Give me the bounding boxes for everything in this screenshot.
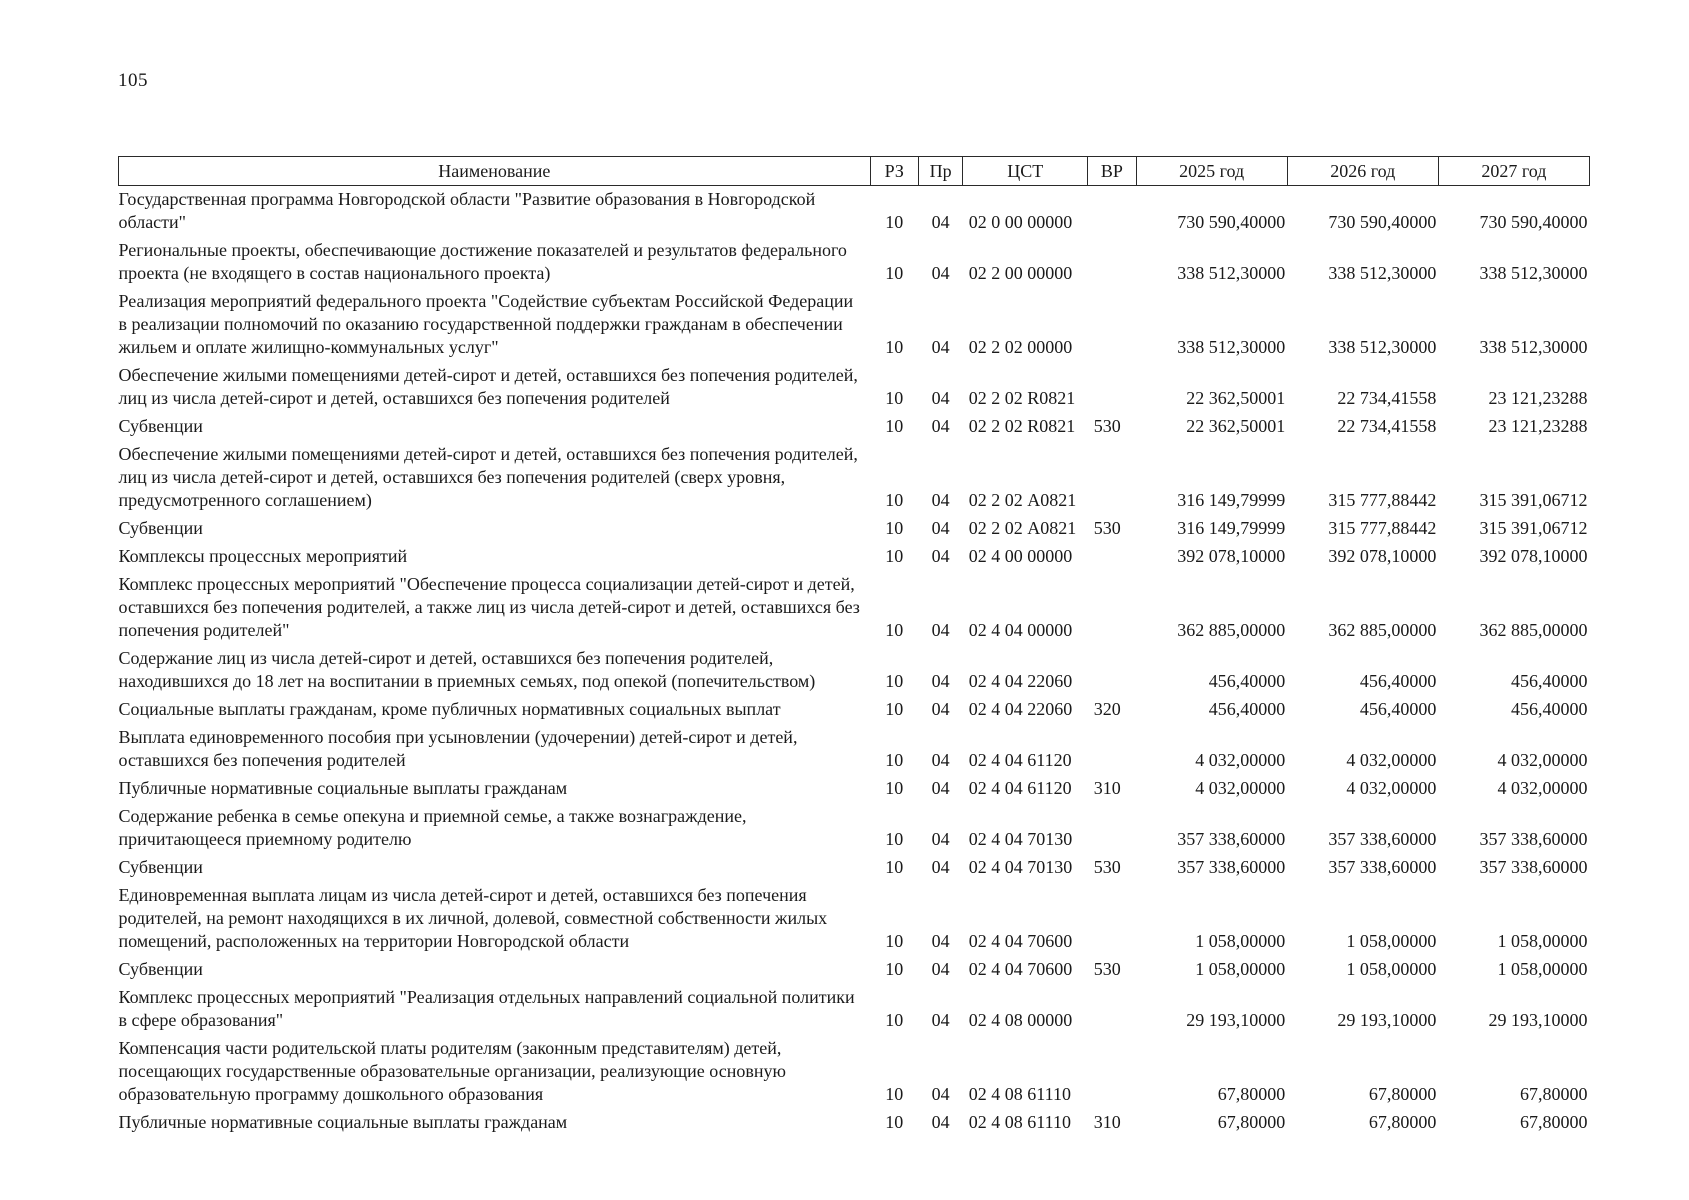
cell-cst: 02 2 02 00000 <box>968 337 1073 357</box>
cell-y2026: 67,80000 <box>1368 1084 1437 1104</box>
cell-vr <box>1088 290 1136 364</box>
cell-rz: 10 <box>885 518 904 538</box>
cell-y2027: 29 193,10000 <box>1488 1010 1588 1030</box>
cell-y2026: 22 734,41558 <box>1337 388 1437 408</box>
cell-y2025: 67,80000 <box>1217 1084 1286 1104</box>
cell-cst: 02 0 00 00000 <box>968 212 1073 232</box>
cell-name: Комплекс процессных мероприятий "Обеспечение процесса социализации детей-сирот и детей, оставшихся без попечения родителей, а также лиц из числа детей-сирот и детей, оставшихся без попечения родителей" <box>118 574 860 640</box>
header-name: Наименование <box>119 157 871 186</box>
table-row <box>119 856 1590 884</box>
cell-name: Обеспечение жилыми помещениями детей-сирот и детей, оставшихся без попечения родителей, лиц из числа детей-сирот и детей, оставшихся без попечения родителей <box>118 365 858 408</box>
cell-rz: 10 <box>885 1010 904 1030</box>
cell-y2027: 23 121,23288 <box>1488 388 1588 408</box>
cell-y2025: 22 362,50001 <box>1186 416 1286 436</box>
cell-vr: 530 <box>1093 857 1121 877</box>
cell-vr <box>1088 986 1136 1037</box>
cell-name: Региональные проекты, обеспечивающие достижение показателей и результатов федерального проекта (не входящего в состав национального проекта) <box>118 240 847 283</box>
table-row <box>119 884 1590 958</box>
cell-vr <box>1088 573 1136 647</box>
cell-pr: 04 <box>931 699 950 719</box>
cell-pr: 04 <box>931 212 950 232</box>
cell-pr: 04 <box>931 337 950 357</box>
cell-y2025: 456,40000 <box>1208 699 1286 719</box>
cell-vr <box>1088 186 1136 240</box>
table-row <box>119 647 1590 698</box>
header-2025: 2025 год <box>1136 157 1287 186</box>
cell-vr <box>1088 884 1136 958</box>
cell-y2026: 4 032,00000 <box>1346 750 1437 770</box>
cell-rz: 10 <box>885 1084 904 1104</box>
cell-y2026: 1 058,00000 <box>1346 931 1437 951</box>
cell-y2027: 67,80000 <box>1520 1112 1588 1132</box>
cell-pr: 04 <box>931 1112 950 1132</box>
cell-vr <box>1088 805 1136 856</box>
header-2027: 2027 год <box>1438 157 1589 186</box>
cell-name: Содержание лиц из числа детей-сирот и детей, оставшихся без попечения родителей, находившихся до 18 лет на воспитании в приемных семьях, под опекой (попечительством) <box>118 648 816 691</box>
cell-rz: 10 <box>885 263 904 283</box>
cell-vr: 530 <box>1093 959 1121 979</box>
cell-rz: 10 <box>885 212 904 232</box>
cell-y2025: 1 058,00000 <box>1195 959 1286 979</box>
cell-cst: 02 4 04 22060 <box>968 671 1073 691</box>
cell-pr: 04 <box>931 931 950 951</box>
cell-cst: 02 2 02 А0821 <box>968 518 1077 538</box>
cell-name: Содержание ребенка в семье опекуна и приемной семье, а также вознаграждение, причитающееся приемному родителю <box>118 806 747 849</box>
cell-cst: 02 4 00 00000 <box>968 546 1073 566</box>
cell-y2025: 316 149,79999 <box>1177 490 1286 510</box>
cell-rz: 10 <box>885 388 904 408</box>
cell-name: Единовременная выплата лицам из числа детей-сирот и детей, оставшихся без попечения родителей, на ремонт находящихся в их личной, долевой, совместной собственности жилых помещений, расположенных на территории Новгородской области <box>118 885 828 951</box>
cell-pr: 04 <box>931 750 950 770</box>
cell-name: Обеспечение жилыми помещениями детей-сирот и детей, оставшихся без попечения родителей, лиц из числа детей-сирот и детей, оставшихся без попечения родителей (сверх уровня, предусмотренного соглашением) <box>118 444 858 510</box>
cell-pr: 04 <box>931 829 950 849</box>
cell-y2026: 730 590,40000 <box>1328 212 1437 232</box>
cell-vr: 530 <box>1093 518 1121 538</box>
cell-y2025: 1 058,00000 <box>1195 931 1286 951</box>
cell-y2027: 730 590,40000 <box>1479 212 1588 232</box>
table-row <box>119 186 1590 240</box>
header-rz: РЗ <box>870 157 918 186</box>
cell-rz: 10 <box>885 490 904 510</box>
cell-y2026: 456,40000 <box>1359 699 1437 719</box>
cell-y2025: 357 338,60000 <box>1177 829 1286 849</box>
cell-y2026: 338 512,30000 <box>1328 337 1437 357</box>
table-row <box>119 777 1590 805</box>
cell-name: Публичные нормативные социальные выплаты гражданам <box>118 1112 568 1132</box>
cell-pr: 04 <box>931 1084 950 1104</box>
cell-rz: 10 <box>885 829 904 849</box>
cell-y2027: 357 338,60000 <box>1479 829 1588 849</box>
cell-y2027: 1 058,00000 <box>1497 959 1588 979</box>
cell-cst: 02 4 04 61120 <box>968 778 1072 798</box>
cell-rz: 10 <box>885 1112 904 1132</box>
cell-y2027: 362 885,00000 <box>1479 620 1588 640</box>
cell-vr <box>1088 1037 1136 1111</box>
cell-vr: 530 <box>1093 416 1121 436</box>
table-row <box>119 698 1590 726</box>
cell-vr <box>1088 239 1136 290</box>
header-cst: ЦСТ <box>963 157 1088 186</box>
cell-cst: 02 4 04 70600 <box>968 931 1073 951</box>
header-row <box>119 157 1590 186</box>
cell-rz: 10 <box>885 337 904 357</box>
cell-y2027: 338 512,30000 <box>1479 337 1588 357</box>
cell-y2025: 357 338,60000 <box>1177 857 1286 877</box>
cell-y2026: 4 032,00000 <box>1346 778 1437 798</box>
header-vr: ВР <box>1088 157 1136 186</box>
cell-name: Реализация мероприятий федерального проекта "Содействие субъектам Российской Федерации в реализации полномочий по оказанию государственной поддержки гражданам в обеспечении жильем и оплате жилищно-коммунальных услуг" <box>118 291 854 357</box>
cell-y2027: 338 512,30000 <box>1479 263 1588 283</box>
cell-pr: 04 <box>931 959 950 979</box>
cell-pr: 04 <box>931 778 950 798</box>
cell-y2026: 357 338,60000 <box>1328 829 1437 849</box>
cell-y2025: 338 512,30000 <box>1177 263 1286 283</box>
table-row <box>119 1037 1590 1111</box>
cell-y2027: 456,40000 <box>1511 671 1588 691</box>
cell-y2026: 392 078,10000 <box>1328 546 1437 566</box>
page-number: 105 <box>118 70 148 91</box>
cell-y2027: 357 338,60000 <box>1479 857 1588 877</box>
cell-vr <box>1088 443 1136 517</box>
cell-pr: 04 <box>931 620 950 640</box>
cell-y2025: 730 590,40000 <box>1177 212 1286 232</box>
cell-pr: 04 <box>931 416 950 436</box>
cell-cst: 02 4 04 00000 <box>968 620 1073 640</box>
cell-y2027: 315 391,06712 <box>1479 490 1588 510</box>
cell-y2025: 338 512,30000 <box>1177 337 1286 357</box>
cell-pr: 04 <box>931 263 950 283</box>
cell-cst: 02 2 00 00000 <box>968 263 1073 283</box>
cell-cst: 02 4 04 61120 <box>968 750 1072 770</box>
cell-rz: 10 <box>885 931 904 951</box>
cell-y2026: 456,40000 <box>1359 671 1437 691</box>
cell-y2025: 362 885,00000 <box>1177 620 1286 640</box>
cell-y2025: 392 078,10000 <box>1177 546 1286 566</box>
cell-vr <box>1088 364 1136 415</box>
table-header <box>119 157 1590 186</box>
table-row <box>119 517 1590 545</box>
table-row <box>119 726 1590 777</box>
cell-y2026: 1 058,00000 <box>1346 959 1437 979</box>
cell-y2027: 456,40000 <box>1511 699 1588 719</box>
cell-y2026: 338 512,30000 <box>1328 263 1437 283</box>
table-row <box>119 986 1590 1037</box>
cell-vr: 310 <box>1093 1112 1121 1132</box>
cell-pr: 04 <box>931 1010 950 1030</box>
cell-name: Субвенции <box>118 959 203 979</box>
cell-cst: 02 4 04 70130 <box>968 829 1073 849</box>
cell-cst: 02 2 02 R0821 <box>968 388 1076 408</box>
cell-y2027: 67,80000 <box>1520 1084 1588 1104</box>
table-row <box>119 290 1590 364</box>
cell-pr: 04 <box>931 671 950 691</box>
cell-name: Субвенции <box>118 857 203 877</box>
cell-rz: 10 <box>885 699 904 719</box>
table-row <box>119 805 1590 856</box>
cell-y2026: 315 777,88442 <box>1328 490 1437 510</box>
cell-name: Социальные выплаты гражданам, кроме публичных нормативных социальных выплат <box>118 699 781 719</box>
table-row <box>119 573 1590 647</box>
cell-name: Комплекс процессных мероприятий "Реализация отдельных направлений социальной политики в сфере образования" <box>118 987 855 1030</box>
cell-y2027: 4 032,00000 <box>1497 750 1588 770</box>
cell-y2027: 4 032,00000 <box>1497 778 1588 798</box>
table-row <box>119 239 1590 290</box>
table-row <box>119 1111 1590 1139</box>
budget-table <box>118 156 1590 1139</box>
cell-vr <box>1088 647 1136 698</box>
cell-y2027: 1 058,00000 <box>1497 931 1588 951</box>
cell-rz: 10 <box>885 620 904 640</box>
cell-y2027: 315 391,06712 <box>1479 518 1588 538</box>
cell-name: Выплата единовременного пособия при усыновлении (удочерении) детей-сирот и детей, оставшихся без попечения родителей <box>118 727 798 770</box>
cell-cst: 02 2 02 R0821 <box>968 416 1076 436</box>
cell-pr: 04 <box>931 546 950 566</box>
table-row <box>119 545 1590 573</box>
cell-cst: 02 4 04 22060 <box>968 699 1073 719</box>
cell-y2025: 22 362,50001 <box>1186 388 1286 408</box>
cell-y2025: 29 193,10000 <box>1186 1010 1286 1030</box>
table-row <box>119 443 1590 517</box>
cell-rz: 10 <box>885 416 904 436</box>
cell-name: Субвенции <box>118 518 203 538</box>
cell-cst: 02 4 08 61110 <box>968 1112 1071 1132</box>
cell-cst: 02 2 02 А0821 <box>968 490 1077 510</box>
table-row <box>119 415 1590 443</box>
cell-cst: 02 4 04 70130 <box>968 857 1073 877</box>
cell-rz: 10 <box>885 857 904 877</box>
cell-y2025: 4 032,00000 <box>1195 750 1286 770</box>
cell-cst: 02 4 08 00000 <box>968 1010 1073 1030</box>
cell-y2026: 357 338,60000 <box>1328 857 1437 877</box>
cell-y2025: 456,40000 <box>1208 671 1286 691</box>
table-row <box>119 958 1590 986</box>
header-pr: Пр <box>918 157 962 186</box>
cell-rz: 10 <box>885 671 904 691</box>
cell-pr: 04 <box>931 388 950 408</box>
cell-y2027: 392 078,10000 <box>1479 546 1588 566</box>
cell-cst: 02 4 08 61110 <box>968 1084 1071 1104</box>
header-2026: 2026 год <box>1287 157 1438 186</box>
cell-rz: 10 <box>885 546 904 566</box>
cell-name: Комплексы процессных мероприятий <box>118 546 408 566</box>
cell-cst: 02 4 04 70600 <box>968 959 1073 979</box>
cell-y2026: 315 777,88442 <box>1328 518 1437 538</box>
table-row <box>119 364 1590 415</box>
cell-y2025: 316 149,79999 <box>1177 518 1286 538</box>
cell-pr: 04 <box>931 857 950 877</box>
cell-pr: 04 <box>931 490 950 510</box>
cell-y2026: 362 885,00000 <box>1328 620 1437 640</box>
cell-vr: 310 <box>1093 778 1121 798</box>
cell-vr <box>1088 726 1136 777</box>
table-body <box>119 186 1590 1140</box>
cell-pr: 04 <box>931 518 950 538</box>
cell-y2025: 4 032,00000 <box>1195 778 1286 798</box>
cell-vr <box>1088 545 1136 573</box>
cell-y2027: 23 121,23288 <box>1488 416 1588 436</box>
cell-rz: 10 <box>885 778 904 798</box>
cell-y2026: 29 193,10000 <box>1337 1010 1437 1030</box>
cell-y2025: 67,80000 <box>1217 1112 1286 1132</box>
cell-rz: 10 <box>885 750 904 770</box>
cell-name: Субвенции <box>118 416 203 436</box>
cell-y2026: 67,80000 <box>1368 1112 1437 1132</box>
cell-name: Публичные нормативные социальные выплаты гражданам <box>118 778 568 798</box>
cell-vr: 320 <box>1093 699 1121 719</box>
cell-name: Государственная программа Новгородской области "Развитие образования в Новгородской области" <box>118 189 816 232</box>
cell-rz: 10 <box>885 959 904 979</box>
cell-name: Компенсация части родительской платы родителям (законным представителям) детей, посещающих государственные образовательные организации, реализующие основную образовательную программу дошкольного образования <box>118 1038 786 1104</box>
cell-y2026: 22 734,41558 <box>1337 416 1437 436</box>
